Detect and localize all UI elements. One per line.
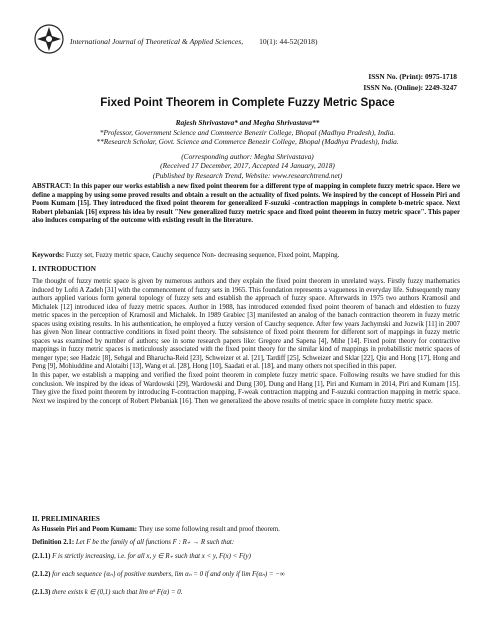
condition-2-1-3 — [32, 588, 182, 596]
journal-citation — [70, 37, 317, 46]
affiliations — [30, 128, 465, 147]
condition-2-1-1 — [32, 552, 251, 560]
journal-name: International Journal of Theoretical & Applied Sciences, — [70, 37, 244, 46]
intro-paragraph-1: The thought of fuzzy metric space is given by numerous authors and they explain the fixed point theorem in unrelated ways. Firstly fuzzy mathematics induced by Lofti A Zadeh [31] with the commencement of fuzzy sets in 1965. This foundation represents a vagueness in everyday life. Subsequently many authors applied various form general topology of fuzzy sets and establish the approach of fuzzy space. Afterwards in 1975 two authors Kramosil and Michalek [12] introduced idea of fuzzy metric spaces. Author in 1988, has introduced extended fixed point theorem of banach and eldestien to fuzzy metric spaces in the perception of Kramosil and Michalek. In 1989 Grabiec [3] manifested an analog of the banach contraction theorem in fuzzy metric spaces using existing results. In his authentication, he employed a fuzzy version of Cauchy sequence. After few years Jachymski and Jozwik [11] in 2007 has given Non linear contractive conditions in fixed point theory. The subsistence of fixed point theorem for different sort of mappings in fuzzy metric spaces was examined by number of authors; see in some research papers like: Gregore and Sapena [4], Mihe [14]. Fixed point theory for contractive mappings in fuzzy metric spaces is meticulously associated with the fixed point theory for the similar kind of mappings in probabilistic metric spaces of menger type; see Hadzic [8], Sehgal and Bharucha-Reid [23], Schweizer et al. [21], Tardiff [25], Schweizer and Sklar [22], Qiu and Hong [17], Hong and Peng [9], Mohiuddine and Alotaibi [13], Wang et al. [28], Hong [10], Saadati et al. [18], and many others not specified in this paper. — [32, 278, 460, 371]
corresponding-author: (Corresponding author: Megha Shrivastava) — [181, 152, 314, 161]
definition-label: Definition 2.1: — [32, 539, 75, 546]
section-heading-introduction: I. INTRODUCTION — [32, 265, 96, 273]
paper-title: Fixed Point Theorem in Complete Fuzzy Metric Space — [100, 96, 395, 109]
preliminaries-intro — [32, 526, 460, 535]
journal-logo-icon — [32, 22, 66, 56]
paper-authors: Rajesh Shrivastava* and Megha Shrivastava** — [175, 118, 320, 127]
condition-2-text: for each sequence {αₙ} of positive numbers, lim αₙ = 0 if and only if lim F(αₙ) = −∞ — [52, 571, 285, 578]
journal-header — [62, 28, 462, 68]
intro-paragraph-2: In this paper, we establish a mapping and verified the fixed point theorem in complete fuzzy metric space. Following results we have studied for this conclusion. We inspired by the ideas of Wardowski [29], Wardowski and Dung [30], Dung and Hang [1], Piri and Kumam in 2014, Piri and Kumam [15]. They give the fixed point theorem by introducing F-contraction mapping, F-weak contraction mapping and F-suzuki contraction mapping in metric space. Next we inspired by the concept of Robert Plebaniak [16]. Then we generalized the above results of metric space in complete fuzzy metric space. — [32, 372, 460, 405]
condition-2-1-2 — [32, 570, 285, 578]
keywords-label: Keywords: — [32, 252, 65, 259]
affiliation-1: *Professor, Government Science and Commerce Benezir College, Bhopal (Madhya Pradesh), India. — [99, 128, 396, 137]
abstract: ABSTRACT: In this paper our works establish a new fixed point theorem for a different type of mapping in complete fuzzy metric space. Here we define a mapping by using some proved results and obtain a result on the actuality of fixed points. We inspired by the concept of Hossein Piri and Poom Kumam [15]. They introduced the fixed point theorem for generalized F-suzuki -contraction mappings in complete b-metric space. Next Robert plebaniak [16] express his idea by result "New generalized fuzzy metric space and fixed point theorem in fuzzy metric space". This paper also induces comparing of the outcome with existing result in the literature. — [32, 183, 460, 225]
definition-2-1 — [32, 538, 234, 546]
condition-1-label: (2.1.1) — [32, 553, 51, 560]
condition-3-text: there exists k ∈ (0,1) such that lim αᵏ F(α) = 0. — [52, 589, 183, 596]
prelim-intro-text: They use some following result and proof theorem. — [138, 526, 280, 533]
issn-print: ISSN No. (Print): 0975-1718 — [368, 72, 457, 81]
keywords-text: Fuzzy set, Fuzzy metric space, Cauchy sequence Non- decreasing sequence, Fixed point, Mapping. — [65, 252, 340, 259]
received-dates: (Received 17 December, 2017, Accepted 14 January, 2018) — [160, 161, 335, 171]
condition-1-text: F is strictly increasing, i.e. for all x, y ∈ R₊ such that x < y, F(x) < F(y) — [52, 553, 251, 560]
published-by: (Published by Research Trend, Website: www.researchtrend.net) — [152, 170, 343, 180]
condition-3-label: (2.1.3) — [32, 589, 51, 596]
definition-text: Let F be the family of all functions F : R₊ → R such that: — [75, 539, 235, 546]
section-heading-preliminaries: II. PRELIMINARIES — [32, 515, 100, 523]
issn-online: ISSN No. (Online): 2249-3247 — [363, 83, 457, 92]
introduction-body — [32, 278, 460, 406]
condition-2-label: (2.1.2) — [32, 571, 51, 578]
correspondence-block — [30, 152, 465, 180]
keywords — [32, 252, 460, 261]
journal-volume: 10(1): 44-52(2018) — [259, 37, 318, 46]
prelim-intro-bold: As Hussein Piri and Poom Kumam: — [32, 526, 138, 533]
affiliation-2: **Research Scholar, Govt. Science and Commerce Benezir College, Bhopal (Madhya Pradesh), India. — [96, 137, 399, 147]
